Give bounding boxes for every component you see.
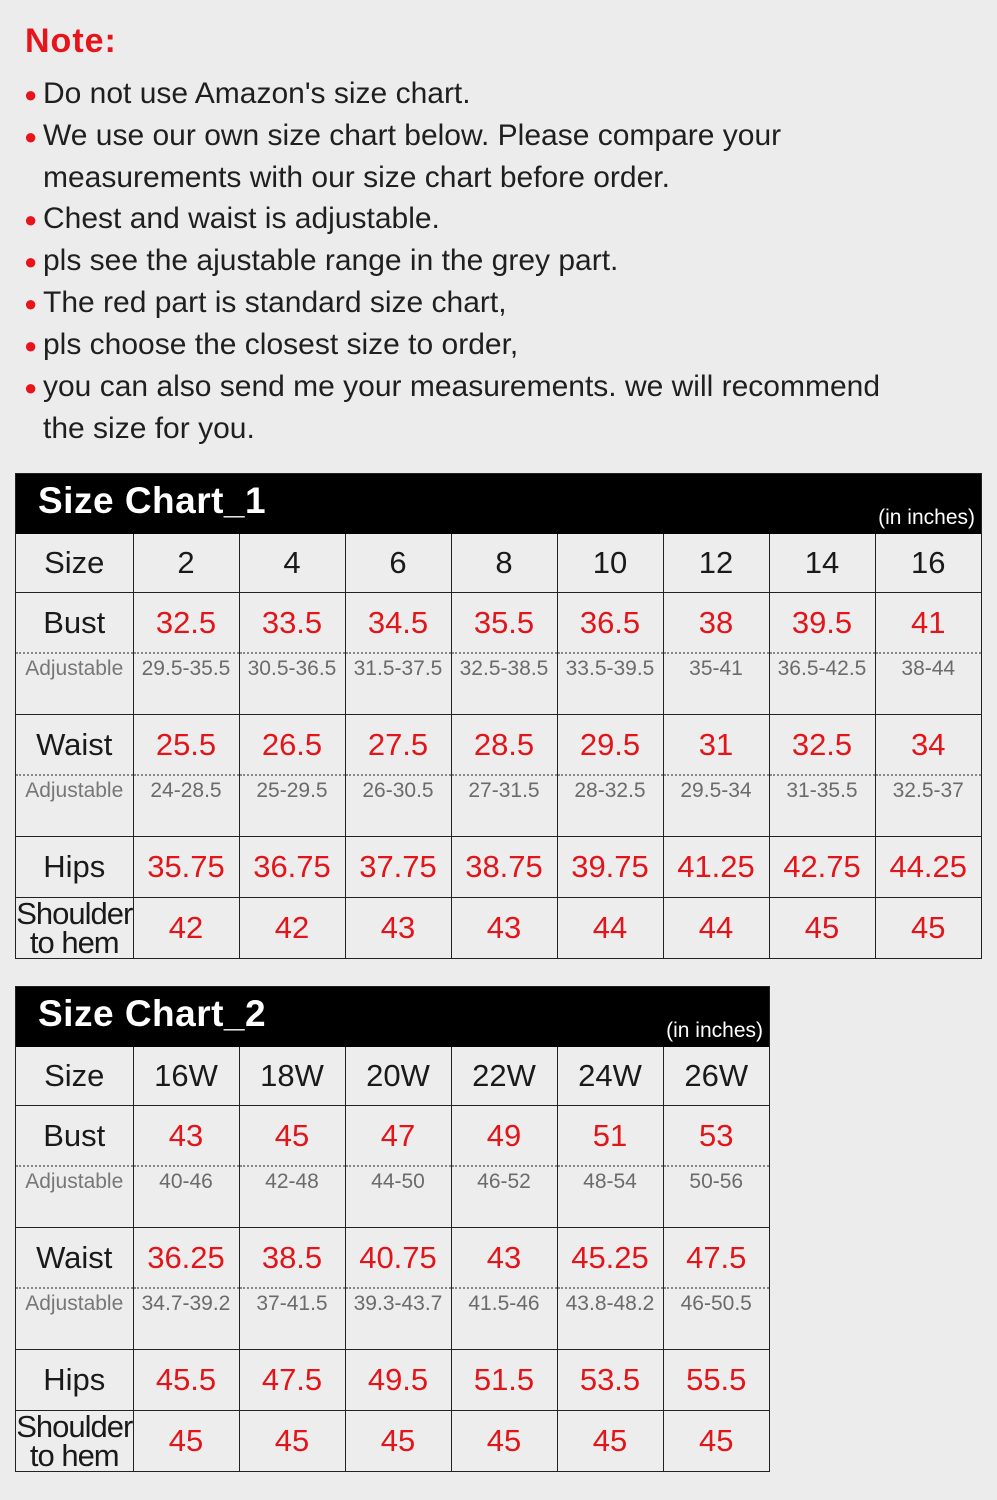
adjustable-range-text: 48-54 — [558, 1165, 663, 1194]
note-line — [24, 199, 984, 241]
adjustable-range-text: 36.5-42.5 — [770, 652, 875, 681]
note-text: The red part is standard size chart, — [43, 285, 507, 319]
bullet-icon — [24, 158, 43, 199]
bust-adjustable-range — [663, 1165, 769, 1228]
shoulder-label-text — [16, 896, 132, 960]
adjustable-range-text: 44-50 — [346, 1165, 451, 1194]
hips-value: 35.75 — [133, 837, 239, 898]
hips-value: 55.5 — [663, 1350, 769, 1411]
adjustable-range-text: 32.5-38.5 — [452, 652, 557, 681]
bust-adjustable-range — [345, 1165, 451, 1228]
waist-adjustable-range — [133, 1287, 239, 1350]
adjustable-range-text: 24-28.5 — [134, 774, 239, 803]
adjustable-range-text: 39.3-43.7 — [346, 1287, 451, 1316]
waist-adjustable-range — [663, 1287, 769, 1350]
shoulder-to-hem-value: 45 — [769, 898, 875, 959]
adjustable-range-text: 40-46 — [134, 1165, 239, 1194]
note-text: pls see the ajustable range in the grey part. — [43, 243, 619, 277]
shoulder-label-line-2: to hem — [29, 1438, 119, 1473]
waist-label: Waist — [36, 726, 113, 762]
waist-adjustable-range — [451, 1287, 557, 1350]
adjustable-range-text: 28-32.5 — [558, 774, 663, 803]
shoulder-to-hem-value: 44 — [663, 898, 769, 959]
bust-value: 41 — [875, 593, 981, 653]
hips-label: Hips — [16, 1350, 133, 1411]
size-chart-2-title: Size Chart_2 — [38, 993, 267, 1034]
adjustable-range-text: 50-56 — [664, 1165, 770, 1194]
size-chart-1-unit: (in inches) — [878, 506, 975, 529]
adjustable-range-text: 43.8-48.2 — [558, 1287, 663, 1316]
waist-value: 34 — [875, 715, 981, 775]
shoulder-label-line-2: to hem — [29, 925, 119, 960]
hips-value: 39.75 — [557, 837, 663, 898]
note-text: Do not use Amazon's size chart. — [43, 77, 471, 110]
bust-adjustable-range — [133, 652, 239, 715]
bust-label: Bust — [43, 604, 106, 640]
hips-value: 36.75 — [239, 837, 345, 898]
size-value: 22W — [451, 1047, 557, 1106]
bust-value: 49 — [451, 1106, 557, 1166]
note-title: Note: — [25, 22, 117, 60]
waist-adjustable-range — [239, 774, 345, 837]
waist-value: 38.5 — [239, 1228, 345, 1288]
adjustable-label-text: Adjustable — [16, 1165, 133, 1194]
bust-adjustable-range — [663, 652, 769, 715]
note-line — [24, 116, 984, 158]
bust-value: 38 — [663, 593, 769, 653]
waist-adjustable-range — [769, 774, 875, 837]
bullet-icon: ● — [24, 206, 38, 232]
adjustable-label — [16, 1287, 133, 1350]
adjustable-range-text: 31.5-37.5 — [346, 652, 451, 681]
note-text: you can also send me your measurements. we will recommend — [43, 369, 881, 403]
bust-adjustable-range — [769, 652, 875, 715]
note-line — [24, 158, 984, 199]
shoulder-to-hem-value: 45 — [875, 898, 981, 959]
note-line — [24, 74, 984, 116]
waist-value: 28.5 — [451, 715, 557, 775]
size-label: Size — [16, 534, 133, 593]
size-value: 16W — [133, 1047, 239, 1106]
adjustable-range-text: 33.5-39.5 — [558, 652, 663, 681]
adjustable-range-text: 25-29.5 — [240, 774, 345, 803]
size-chart-1 — [15, 473, 982, 959]
size-value: 10 — [557, 534, 663, 593]
bust-value: 39.5 — [769, 593, 875, 653]
adjustable-label — [16, 774, 133, 837]
waist-adjustable-range — [557, 774, 663, 837]
hips-value: 37.75 — [345, 837, 451, 898]
size-chart-2-unit: (in inches) — [666, 1019, 763, 1042]
waist-adjustable-range — [875, 774, 981, 837]
size-value: 8 — [451, 534, 557, 593]
size-chart-2-table — [16, 1047, 769, 1471]
hips-value: 41.25 — [663, 837, 769, 898]
size-value: 6 — [345, 534, 451, 593]
adjustable-range-text: 38-44 — [876, 652, 982, 681]
waist-value: 27.5 — [345, 715, 451, 775]
size-chart-2-header — [16, 987, 769, 1047]
adjustable-range-text: 46-52 — [452, 1165, 557, 1194]
bust-adjustable-range — [557, 652, 663, 715]
size-value: 24W — [557, 1047, 663, 1106]
shoulder-to-hem-value: 45 — [663, 1411, 769, 1472]
waist-value: 26.5 — [239, 715, 345, 775]
shoulder-to-hem-value: 42 — [239, 898, 345, 959]
waist-adjustable-range — [663, 774, 769, 837]
shoulder-label-line-1: Shoulder — [16, 896, 133, 931]
adjustable-label-text: Adjustable — [16, 652, 133, 681]
adjustable-label-text: Adjustable — [16, 774, 133, 803]
size-chart-1-header — [16, 474, 981, 534]
adjustable-range-text: 29.5-34 — [664, 774, 769, 803]
bullet-icon: ● — [24, 374, 38, 400]
note-line — [24, 283, 984, 325]
shoulder-to-hem-label — [16, 898, 133, 959]
shoulder-to-hem-value: 43 — [345, 898, 451, 959]
bullet-icon: ● — [24, 290, 38, 316]
bust-adjustable-range — [875, 652, 981, 715]
note-line — [24, 325, 984, 367]
shoulder-to-hem-value: 43 — [451, 898, 557, 959]
adjustable-range-text: 31-35.5 — [770, 774, 875, 803]
shoulder-to-hem-label — [16, 1411, 133, 1472]
adjustable-range-text: 41.5-46 — [452, 1287, 557, 1316]
waist-label: Waist — [36, 1239, 113, 1275]
bust-value: 53 — [663, 1106, 769, 1166]
adjustable-range-text: 29.5-35.5 — [134, 652, 239, 681]
adjustable-label — [16, 652, 133, 715]
waist-value: 40.75 — [345, 1228, 451, 1288]
size-chart-2 — [15, 986, 770, 1472]
waist-value: 43 — [451, 1228, 557, 1288]
bust-adjustable-range — [133, 1165, 239, 1228]
note-text: Chest and waist is adjustable. — [43, 201, 440, 235]
adjustable-range-text: 30.5-36.5 — [240, 652, 345, 681]
shoulder-to-hem-value: 45 — [557, 1411, 663, 1472]
waist-value: 25.5 — [133, 715, 239, 775]
adjustable-range-text: 37-41.5 — [240, 1287, 345, 1316]
size-value: 4 — [239, 534, 345, 593]
size-value: 26W — [663, 1047, 769, 1106]
note-list — [24, 74, 984, 449]
hips-value: 42.75 — [769, 837, 875, 898]
bust-adjustable-range — [557, 1165, 663, 1228]
bust-value: 47 — [345, 1106, 451, 1166]
adjustable-label — [16, 1165, 133, 1228]
hips-value: 53.5 — [557, 1350, 663, 1411]
waist-value: 45.25 — [557, 1228, 663, 1288]
waist-adjustable-range — [345, 774, 451, 837]
size-value: 18W — [239, 1047, 345, 1106]
shoulder-to-hem-value: 45 — [345, 1411, 451, 1472]
shoulder-to-hem-value: 45 — [451, 1411, 557, 1472]
bust-value: 43 — [133, 1106, 239, 1166]
waist-value: 36.25 — [133, 1228, 239, 1288]
shoulder-to-hem-value: 45 — [133, 1411, 239, 1472]
bullet-icon: ● — [24, 248, 38, 274]
adjustable-range-text: 46-50.5 — [664, 1287, 770, 1316]
adjustable-range-text: 35-41 — [664, 652, 769, 681]
bust-value: 32.5 — [133, 593, 239, 653]
bullet-icon: ● — [24, 124, 38, 149]
hips-value: 51.5 — [451, 1350, 557, 1411]
bullet-icon — [24, 409, 43, 450]
note-text: We use our own size chart below. Please compare your — [43, 119, 782, 152]
adjustable-range-text: 26-30.5 — [346, 774, 451, 803]
hips-label: Hips — [16, 837, 133, 898]
waist-adjustable-range — [557, 1287, 663, 1350]
note-text: measurements with our size chart before order. — [43, 161, 670, 194]
adjustable-range-text: 34.7-39.2 — [134, 1287, 239, 1316]
size-value: 16 — [875, 534, 981, 593]
size-value: 14 — [769, 534, 875, 593]
bust-value: 33.5 — [239, 593, 345, 653]
size-value: 12 — [663, 534, 769, 593]
waist-value: 32.5 — [769, 715, 875, 775]
shoulder-label-line-1: Shoulder — [16, 1409, 133, 1444]
bust-adjustable-range — [239, 652, 345, 715]
size-label: Size — [16, 1047, 133, 1106]
shoulder-to-hem-value: 42 — [133, 898, 239, 959]
note-line — [24, 367, 984, 409]
waist-adjustable-range — [345, 1287, 451, 1350]
hips-value: 49.5 — [345, 1350, 451, 1411]
size-chart-1-title: Size Chart_1 — [38, 480, 267, 521]
bust-value: 34.5 — [345, 593, 451, 653]
bust-adjustable-range — [345, 652, 451, 715]
waist-value: 29.5 — [557, 715, 663, 775]
note-line — [24, 241, 984, 283]
size-value: 2 — [133, 534, 239, 593]
note-text: the size for you. — [43, 411, 255, 445]
waist-adjustable-range — [451, 774, 557, 837]
waist-adjustable-range — [133, 774, 239, 837]
bust-value: 45 — [239, 1106, 345, 1166]
adjustable-range-text: 42-48 — [240, 1165, 345, 1194]
bust-value: 35.5 — [451, 593, 557, 653]
note-line — [24, 409, 984, 450]
bust-adjustable-range — [451, 652, 557, 715]
bust-adjustable-range — [451, 1165, 557, 1228]
adjustable-label-text: Adjustable — [16, 1287, 133, 1316]
hips-value: 45.5 — [133, 1350, 239, 1411]
bullet-icon: ● — [24, 332, 38, 358]
hips-value: 38.75 — [451, 837, 557, 898]
bullet-icon: ● — [24, 82, 38, 107]
size-value: 20W — [345, 1047, 451, 1106]
waist-value: 47.5 — [663, 1228, 769, 1288]
bust-adjustable-range — [239, 1165, 345, 1228]
shoulder-to-hem-value: 45 — [239, 1411, 345, 1472]
bust-value: 51 — [557, 1106, 663, 1166]
bust-value: 36.5 — [557, 593, 663, 653]
waist-adjustable-range — [239, 1287, 345, 1350]
shoulder-to-hem-value: 44 — [557, 898, 663, 959]
adjustable-range-text: 27-31.5 — [452, 774, 557, 803]
shoulder-label-text — [16, 1409, 132, 1473]
adjustable-range-text: 32.5-37 — [876, 774, 982, 803]
bust-label: Bust — [43, 1117, 106, 1153]
hips-value: 47.5 — [239, 1350, 345, 1411]
size-chart-1-table — [16, 534, 981, 958]
hips-value: 44.25 — [875, 837, 981, 898]
waist-value: 31 — [663, 715, 769, 775]
note-text: pls choose the closest size to order, — [43, 327, 519, 361]
